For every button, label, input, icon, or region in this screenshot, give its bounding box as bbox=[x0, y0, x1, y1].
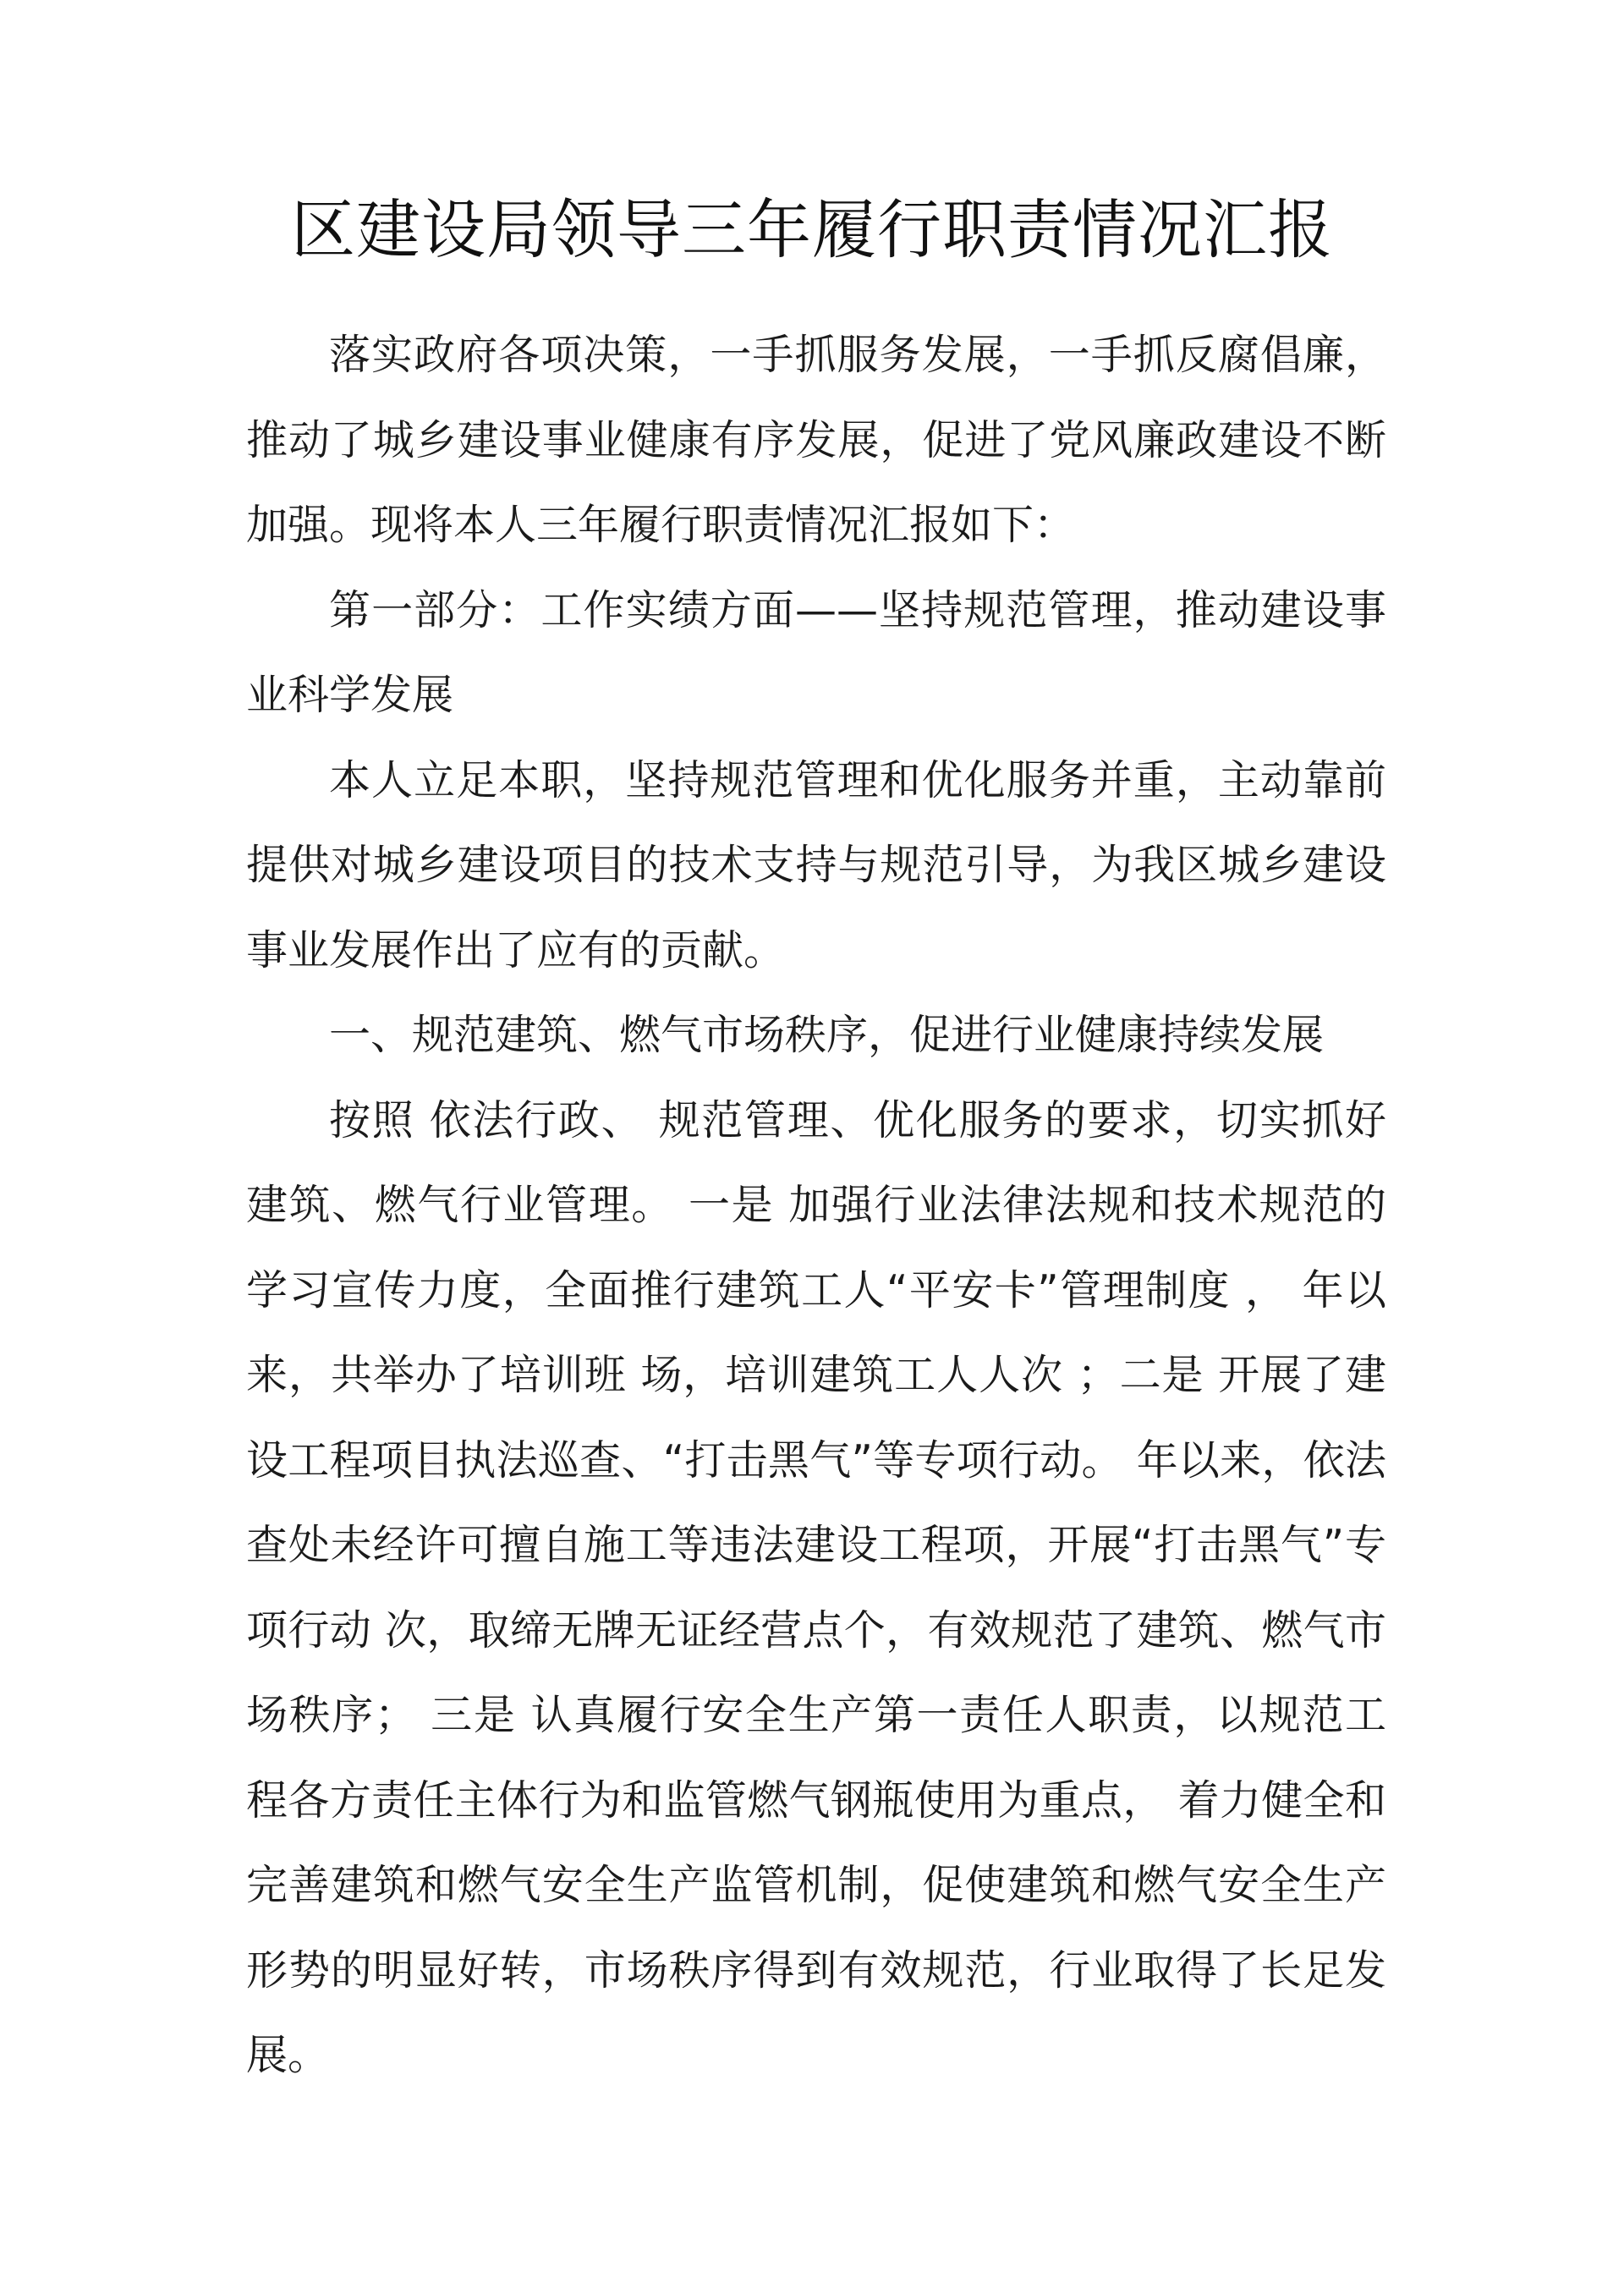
paragraph-section-one-body: 按照 依法行政、 规范管理、优化服务的要求，切实抓好建筑、燃气行业管理。 一是 加强行业法律法规和技术规范的学习宣传力度，全面推行建筑工人“平安卡”管理制度 ， 年以来，共举办了培训班 场，培训建筑工人人次 ；二是 开展了建设工程项目执法巡查、“打击黑气”等专项行动。 年以来，依法查处未经许可擅自施工等违法建设工程项，开展“打击黑气”专项行动 次，取缔无牌无证经营点个，有效规范了建筑、燃气市场秩序； 三是 认真履行安全生产第一责任人职责，以规范工程各方责任主体行为和监管燃气钢瓶使用为重点， 着力健全和完善建筑和燃气安全生产监管机制，促使建筑和燃气安全生产形势的明显好转，市场秩序得到有效规范，行业取得了长足发展。 bbox=[246, 1095, 1386, 2079]
paragraph-section-one-heading: 一、规范建筑、燃气市场秩序，促进行业健康持续发展 bbox=[329, 1011, 1325, 1059]
paragraph-part-one-summary: 本人立足本职，坚持规范管理和优化服务并重，主动靠前提供对城乡建设项目的技术支持与规范引导，为我区城乡建设事业发展作出了应有的贡献。 bbox=[246, 755, 1386, 974]
document-body bbox=[246, 313, 1386, 2099]
paragraph-intro: 落实政府各项决策，一手抓服务发展，一手抓反腐倡廉，推动了城乡建设事业健康有序发展，促进了党风廉政建设不断加强。现将本人三年履行职责情况汇报如下： bbox=[246, 331, 1386, 549]
document-title: 区建设局领导三年履行职责情况汇报 bbox=[291, 192, 1333, 267]
paragraph-part-one-heading: 第一部分：工作实绩方面——坚持规范管理，推动建设事业科学发展 bbox=[246, 585, 1386, 719]
